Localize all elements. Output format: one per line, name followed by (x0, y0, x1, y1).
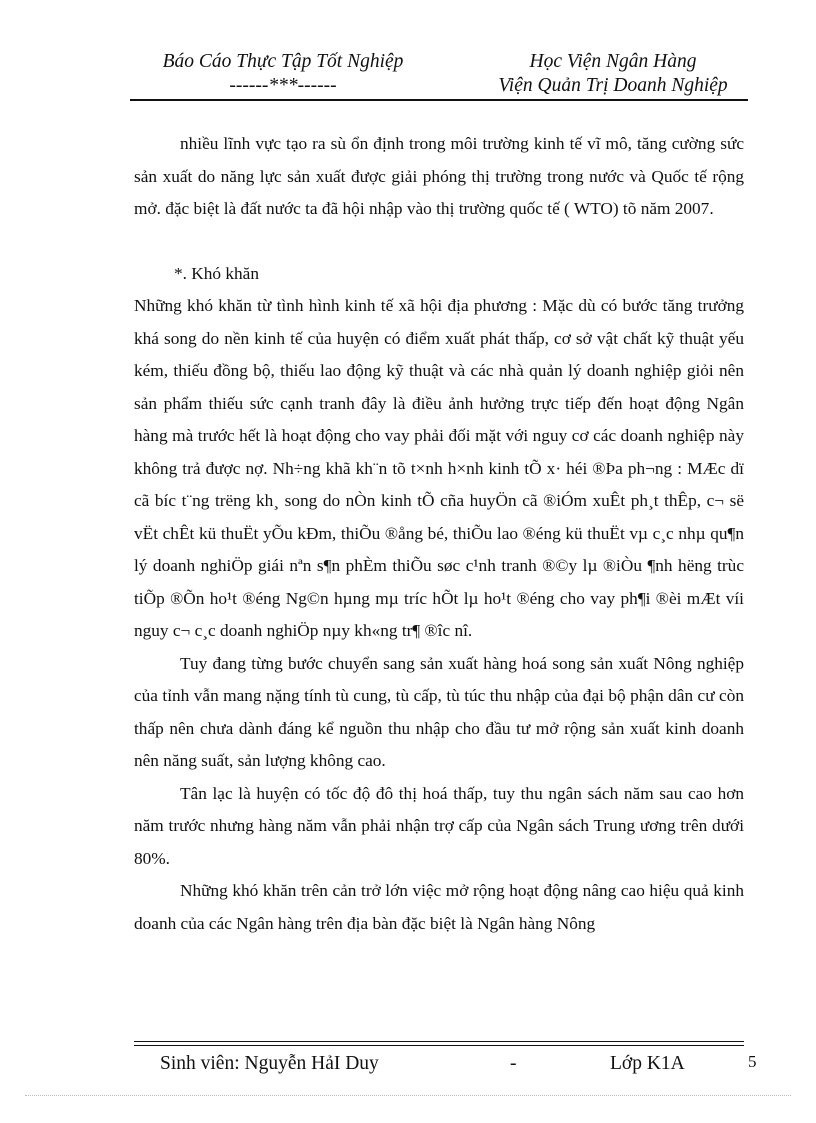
page-footer (160, 1051, 760, 1079)
student-name: Sinh viên: Nguyễn HảI Duy (160, 1053, 379, 1074)
institution-name: Học Viện Ngân Hàng (529, 51, 697, 72)
class-label: Lớp K1A (610, 1053, 685, 1074)
paragraph-4: Tân lạc là huyện có tốc độ đô thị hoá thấp, tuy thu ngân sách năm sau cao hơn năm trước nhưng hàng năm vẫn phải nhận trợ cấp của Ngân sách Trung ương trên dưới 80%. (134, 783, 744, 868)
report-subtitle-stars: ------***------ (229, 75, 337, 96)
paragraph-gap (134, 226, 744, 258)
page-header (130, 48, 748, 100)
page-number: 5 (748, 1052, 757, 1071)
header-right (478, 50, 748, 98)
paragraph-3: Tuy đang từng bước chuyển sang sản xuất hàng hoá song sản xuất Nông nghiệp của tỉnh vẫn mang nặng tính tù cung, tù cấp, tù túc thu nhập của đại bộ phận dân cư còn thấp nên chưa dành đáng kể nguồn thu nhập cho đầu tư mở rộng sản xuất kinh doanh nên năng suất, sản lượng không cao. (134, 653, 744, 770)
section-heading: *. Khó khăn (174, 263, 259, 283)
footer-divider (134, 1041, 744, 1046)
paragraph-1: nhiều lĩnh vực tạo ra sù ổn định trong môi trường kinh tế vĩ mô, tăng cường sức sản xuất do năng lực sản xuất được giải phóng thị trường trong nước và Quốc tế rộng mở. đặc biệt là đất nước ta đã hội nhập vào thị trường quốc tế ( WTO) tõ năm 2007. (134, 134, 744, 218)
institute-name: Viện Quản Trị Doanh Nghiệp (498, 75, 728, 96)
document-body (134, 128, 744, 940)
page-bottom-edge (25, 1095, 791, 1096)
paragraph-2: Những khó khăn từ tình hình kinh tế xã hội địa phương : Mặc dù có bước tăng trưởng khá song do nền kinh tế của huyện có điểm xuất phát thấp, cơ sở vật chất kỹ thuật yếu kém, thiếu đồng bộ, thiếu lao động kỹ thuật và các nhà quản lý doanh nghiệp giỏi nên sản phẩm thiếu sức cạnh tranh đây là điều ảnh hưởng trực tiếp đến hoạt động Ngân hàng mà trước hết là hoạt động cho vay phải đối mặt với nguy cơ các doanh nghiệp này không trả được nợ. Nh÷ng khã kh¨n tõ t×nh h×nh kinh tÕ x· héi ®Þa ph¬ng : MÆc dï cã bíc t¨ng trëng kh¸ song do nÒn kinh tÕ cña huyÖn cã ®iÓm xuÊt ph¸t thÊp, c¬ së vËt chÊt kü thuËt yÕu kÐm, thiÕu ®ång bé, thiÕu lao ®éng kü thuËt vµ c¸c nhµ qu¶n lý doanh nghiÖp giái nªn s¶n phÈm thiÕu søc c¹nh tranh ®©y lµ ®iÒu ¶nh hëng trùc tiÕp ®Õn ho¹t ®éng Ng©n hµng mµ tríc hÕt lµ ho¹t ®éng cho vay ph¶i ®èi mÆt víi nguy c¬ c¸c doanh nghiÖp nµy kh«ng tr¶ ®îc nî. (134, 296, 744, 640)
header-left (133, 50, 433, 98)
report-title: Báo Cáo Thực Tập Tốt Nghiệp (162, 51, 404, 72)
header-divider (130, 99, 748, 101)
footer-separator: - (510, 1053, 517, 1074)
paragraph-5: Những khó khăn trên cản trở lớn việc mở rộng hoạt động nâng cao hiệu quả kinh doanh của các Ngân hàng trên địa bàn đặc biệt là Ngân hàng Nông (134, 881, 744, 933)
